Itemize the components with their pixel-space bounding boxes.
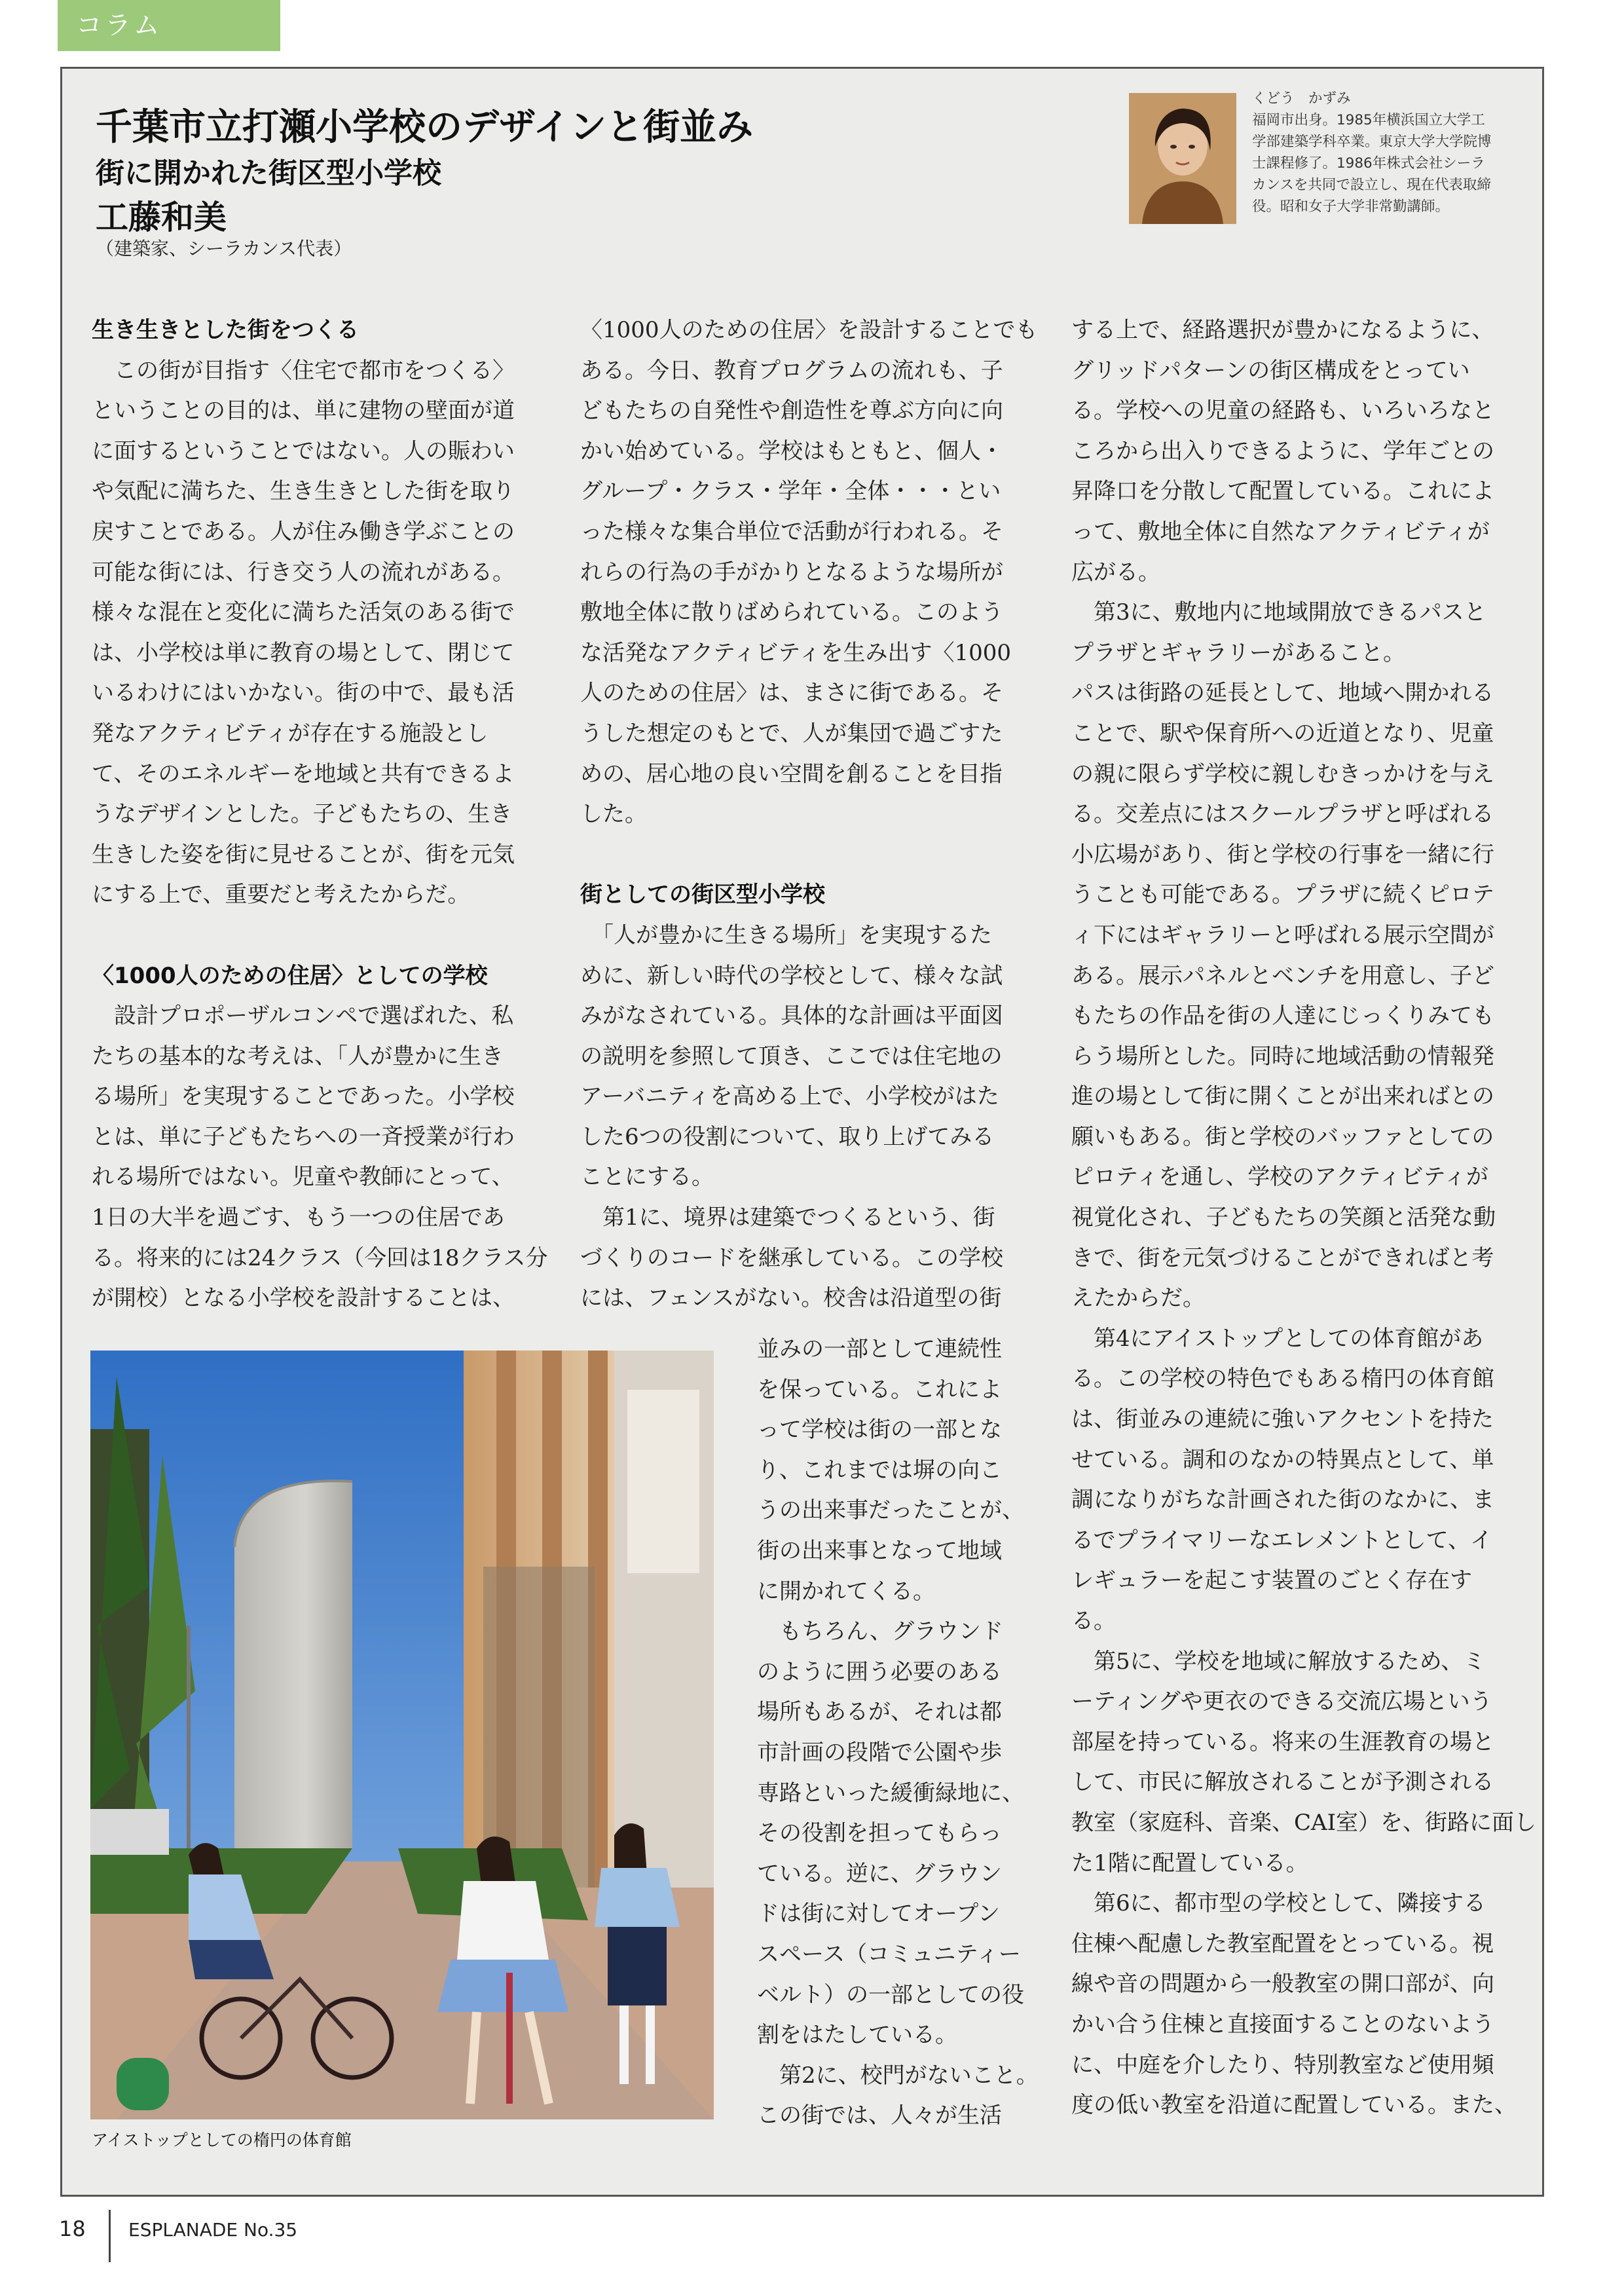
body-text-line: 小広場があり、街と学校の行事を一緒に行 [1071,841,1494,868]
body-text-line: の親に限らず学校に親しむきっかけを与え [1071,760,1494,787]
body-text-line: 街の出来事となって地域 [757,1537,1002,1564]
body-text-line: ている。逆に、グラウン [757,1860,1002,1887]
body-text-line: づくりのコードを継承している。この学校 [580,1244,1003,1271]
body-text-line: 割をはたしている。 [757,2022,957,2049]
body-text-line: この街が目指す〈住宅で都市をつくる〉 [92,357,515,384]
body-text-line: や気配に満ちた、生き生きとした街を取り [92,478,515,505]
article-title: 千葉市立打瀬小学校のデザインと街並み [96,106,754,149]
body-text-line: 敷地全体に散りばめられている。このよう [580,599,1003,626]
body-text-line: パスは街路の延長として、地域へ開かれる [1071,680,1494,707]
body-text-line: 設計プロポーザルコンペで選ばれた、私 [92,1003,514,1030]
body-text-line: には、フェンスがない。校舎は沿道型の街 [580,1285,1002,1312]
body-text-line: ピロティを通し、学校のアクティビティが [1071,1164,1488,1191]
bio-line: 福岡市出身。1985年横浜国立大学工 [1252,112,1485,128]
section-heading: 生き生きとした街をつくる [92,317,359,343]
body-text-line: は、街並みの連続に強いアクセントを持た [1071,1406,1494,1433]
body-text-line: ことにする。 [580,1164,714,1191]
body-text-line: 可能な街には、行き交う人の流れがある。 [92,559,515,586]
body-text-line: 調になりがちな計画された街のなかに、ま [1071,1487,1494,1514]
author-bio [1252,88,1521,217]
body-text-line: る。学校への児童の経路も、いろいろなと [1071,398,1494,424]
body-text-line: な活発なアクティビティを生み出す〈1000 [580,639,1012,666]
body-text-line: て、そのエネルギーを地域と共有できるよ [92,760,515,787]
body-text-line: その役割を担ってもらっ [757,1820,1002,1847]
body-text-line: 並みの一部として連続性 [757,1336,1002,1362]
body-text-line: グループ・クラス・学年・全体・・・とい [580,478,1001,505]
body-text-line: ある。今日、教育プログラムの流れも、子 [580,357,1003,384]
body-text-line: 発なアクティビティが存在する施設とし [92,720,489,747]
body-text-line: うなデザインとした。子どもたちの、生き [92,801,513,828]
body-text-line: たちの基本的な考えは、「人が豊かに生き [92,1043,504,1070]
author-role: （建築家、シーラカンス代表） [96,238,352,259]
body-text-line: 市計画の段階で公園や歩 [757,1739,1002,1766]
footer-divider [109,2210,111,2262]
body-text-line: めの、居心地の良い空間を創ることを目指 [580,760,1003,787]
body-text-line: ということの目的は、単に建物の壁面が道 [92,398,515,424]
body-text-line: ころから出入りできるように、学年ごとの [1071,438,1494,464]
body-text-line: れる場所ではない。児童や教師にとって、 [92,1164,514,1191]
body-text-line: 進の場として街に開くことが出来ればとの [1071,1083,1494,1110]
page-number: 18 [59,2216,86,2241]
body-text-line: 第4にアイストップとしての体育館があ [1071,1325,1484,1352]
body-text-line: 第2に、校門がないこと。 [757,2062,1039,2089]
section-heading: 街としての街区型小学校 [580,882,825,908]
body-text-line: ある。展示パネルとベンチを用意し、子ど [1071,962,1494,989]
magazine-name: ESPLANADE No.35 [128,2219,298,2241]
body-text-line: 生きした姿を街に見せることが、街を元気 [92,841,515,868]
body-text-line: アーバニティを高める上で、小学校がはた [580,1083,999,1110]
article-subtitle: 街に開かれた街区型小学校 [96,157,441,190]
body-text-line: る場所」を実現することであった。小学校 [92,1083,515,1110]
photo-caption: アイストップとしての楕円の体育館 [92,2131,352,2150]
body-text-line: うことも可能である。プラザに続くピロテ [1071,882,1494,908]
body-text-line: ィ下にはギャラリーと呼ばれる展示空間が [1071,922,1494,948]
body-text-line: もちろん、グラウンド [757,1618,1004,1645]
body-text-line: 場所もあるが、それは都 [757,1699,1002,1726]
body-text-line: 人のための住居〉は、まさに街である。そ [580,680,1003,707]
body-text-line: る。 [1071,1608,1116,1634]
bio-line: カンスを共同で設立し、現在代表取締 [1252,177,1491,193]
body-text-line: 教室（家庭科、音楽、CAI室）を、街路に面し [1071,1809,1536,1836]
body-text-line: るでプライマリーなエレメントとして、イ [1071,1527,1492,1554]
body-text-line: 度の低い教室を沿道に配置している。また、 [1071,2092,1517,2119]
body-text-line: する上で、経路選択が豊かになるように、 [1071,317,1494,343]
text-column-1 [92,310,550,1319]
body-text-line: に面するということではない。人の賑わい [92,438,515,464]
author-name: 工藤和美 [96,198,227,236]
body-text-line: めに、新しい時代の学校として、様々な試 [580,962,1003,989]
body-text-line: 戻すことである。人が住み働き学ぶことの [92,518,515,545]
body-text-line: 1日の大半を過ごす、もう一つの住居であ [92,1204,505,1231]
body-text-line: えたからだ。 [1071,1285,1205,1312]
body-text-line: とは、単に子どもたちへの一斉授業が行わ [92,1123,515,1150]
body-text-line: を保っている。これによ [757,1376,1002,1403]
body-text-line [580,835,1039,876]
body-text-line: うの出来事だったことが、 [757,1497,1024,1524]
bio-line: 学部建築学科卒業。東京大学大学院博 [1252,134,1492,150]
body-text-line: 願いもある。街と学校のバッファとしての [1071,1123,1494,1150]
body-text-line: の説明を参照して頂き、ここでは住宅地の [580,1043,1003,1070]
text-column-2-continued [757,1330,1039,2136]
body-text-line: 昇降口を分散して配置している。これによ [1071,478,1494,505]
body-text-line: ーティングや更衣のできる交流広場という [1071,1688,1492,1715]
body-text-line: 線や音の問題から一般教室の開口部が、向 [1071,1971,1494,1998]
body-text-line: ベルト）の一部としての役 [757,1981,1024,2008]
body-text-line: る。この学校の特色でもある楕円の体育館 [1071,1366,1494,1392]
body-text-line: 様々な混在と変化に満ちた活気のある街で [92,599,515,626]
body-text-line: 部屋を持っている。将来の生涯教育の場と [1071,1728,1494,1755]
text-column-3 [1071,310,1536,2126]
body-text-line [92,916,550,956]
column-category-tab: コラム [58,0,280,51]
body-text-line: スペース（コミュニティー [757,1941,1021,1967]
body-text-line: れらの行為の手がかりとなるような場所が [580,559,1003,586]
body-text-line: した。 [580,801,647,828]
body-text-line: 広がる。 [1071,559,1160,586]
text-column-2 [580,310,1039,1319]
author-portrait [1129,93,1236,224]
body-text-line: せている。調和のなかの特異点として、単 [1071,1446,1494,1473]
body-text-line: 視覚化され、子どもたちの笑顔と活発な動 [1071,1204,1496,1231]
body-text-line: レギュラーを起こす装置のごとく存在す [1071,1567,1472,1594]
body-text-line: り、これまでは塀の向こ [757,1457,1002,1483]
body-text-line: この街では、人々が生活 [757,2102,1002,2129]
bio-line: 士課程修了。1986年株式会社シーラ [1252,155,1485,172]
body-text-line: が開校）となる小学校を設計することは、 [92,1285,515,1312]
body-text-line: 「人が豊かに生きる場所」を実現するた [580,922,992,948]
body-text-line: に、中庭を介したり、特別教室など使用頻 [1071,2051,1494,2078]
body-text-line: して、市民に解放されることが予測される [1071,1769,1494,1796]
body-text-line: らう場所とした。同時に地域活動の情報発 [1071,1043,1494,1070]
body-text-line: って、敷地全体に自然なアクティビティが [1071,518,1490,545]
section-heading: 〈1000人のための住居〉としての学校 [92,962,488,989]
body-text-line: ドは街に対してオープン [757,1901,1000,1928]
body-text-line: ことで、駅や保育所への近道となり、児童 [1071,720,1494,747]
body-text-line: に開かれてくる。 [757,1578,935,1605]
body-text-line: した6つの役割について、取り上げてみる [580,1123,995,1150]
body-text-line: 住棟へ配慮した教室配置をとっている。視 [1071,1930,1494,1957]
body-text-line: にする上で、重要だと考えたからだ。 [92,882,470,908]
body-text-line: みがなされている。具体的な計画は平面図 [580,1003,1003,1030]
gymnasium-photo [90,1351,714,2119]
body-text-line: 専路といった緩衝緑地に、 [757,1780,1024,1806]
body-text-line: 〈1000人のための住居〉を設計することでも [580,317,1038,343]
body-text-line: いるわけにはいかない。街の中で、最も活 [92,680,515,707]
body-text-line: って学校は街の一部とな [757,1417,1002,1444]
body-text-line: 第5に、学校を地域に解放するため、ミ [1071,1648,1486,1675]
body-text-line: 第3に、敷地内に地域開放できるパスと [1071,599,1486,626]
body-text-line: 第6に、都市型の学校として、隣接する [1071,1890,1486,1917]
body-text-line: のように囲う必要のある [757,1658,1002,1685]
body-text-line: プラザとギャラリーがあること。 [1071,639,1405,666]
body-text-line: は、小学校は単に教育の場として、閉じて [92,639,515,666]
body-text-line: る。交差点にはスクールプラザと呼ばれる [1071,801,1494,828]
body-text-line: た1階に配置している。 [1071,1850,1308,1876]
body-text-line: かい始めている。学校はもともと、個人・ [580,438,1003,464]
body-text-line: きで、街を元気づけることができればと考 [1071,1244,1494,1271]
bio-line: 役。昭和女子大学非常勤講師。 [1252,198,1450,215]
body-text-line: もたちの作品を街の人達にじっくりみても [1071,1003,1494,1030]
body-text-line: 第1に、境界は建築でつくるという、街 [580,1204,995,1231]
body-text-line: グリッドパターンの街区構成をとってい [1071,357,1470,384]
body-text-line: どもたちの自発性や創造性を尊ぶ方向に向 [580,398,1003,424]
body-text-line: うした想定のもとで、人が集団で過ごすた [580,720,1003,747]
body-text-line: る。将来的には24クラス（今回は18クラス分 [92,1244,548,1271]
bio-line: くどう かずみ [1252,90,1351,107]
body-text-line: った様々な集合単位で活動が行われる。そ [580,518,1003,545]
body-text-line: かい合う住棟と直接面することのないよう [1071,2011,1494,2038]
